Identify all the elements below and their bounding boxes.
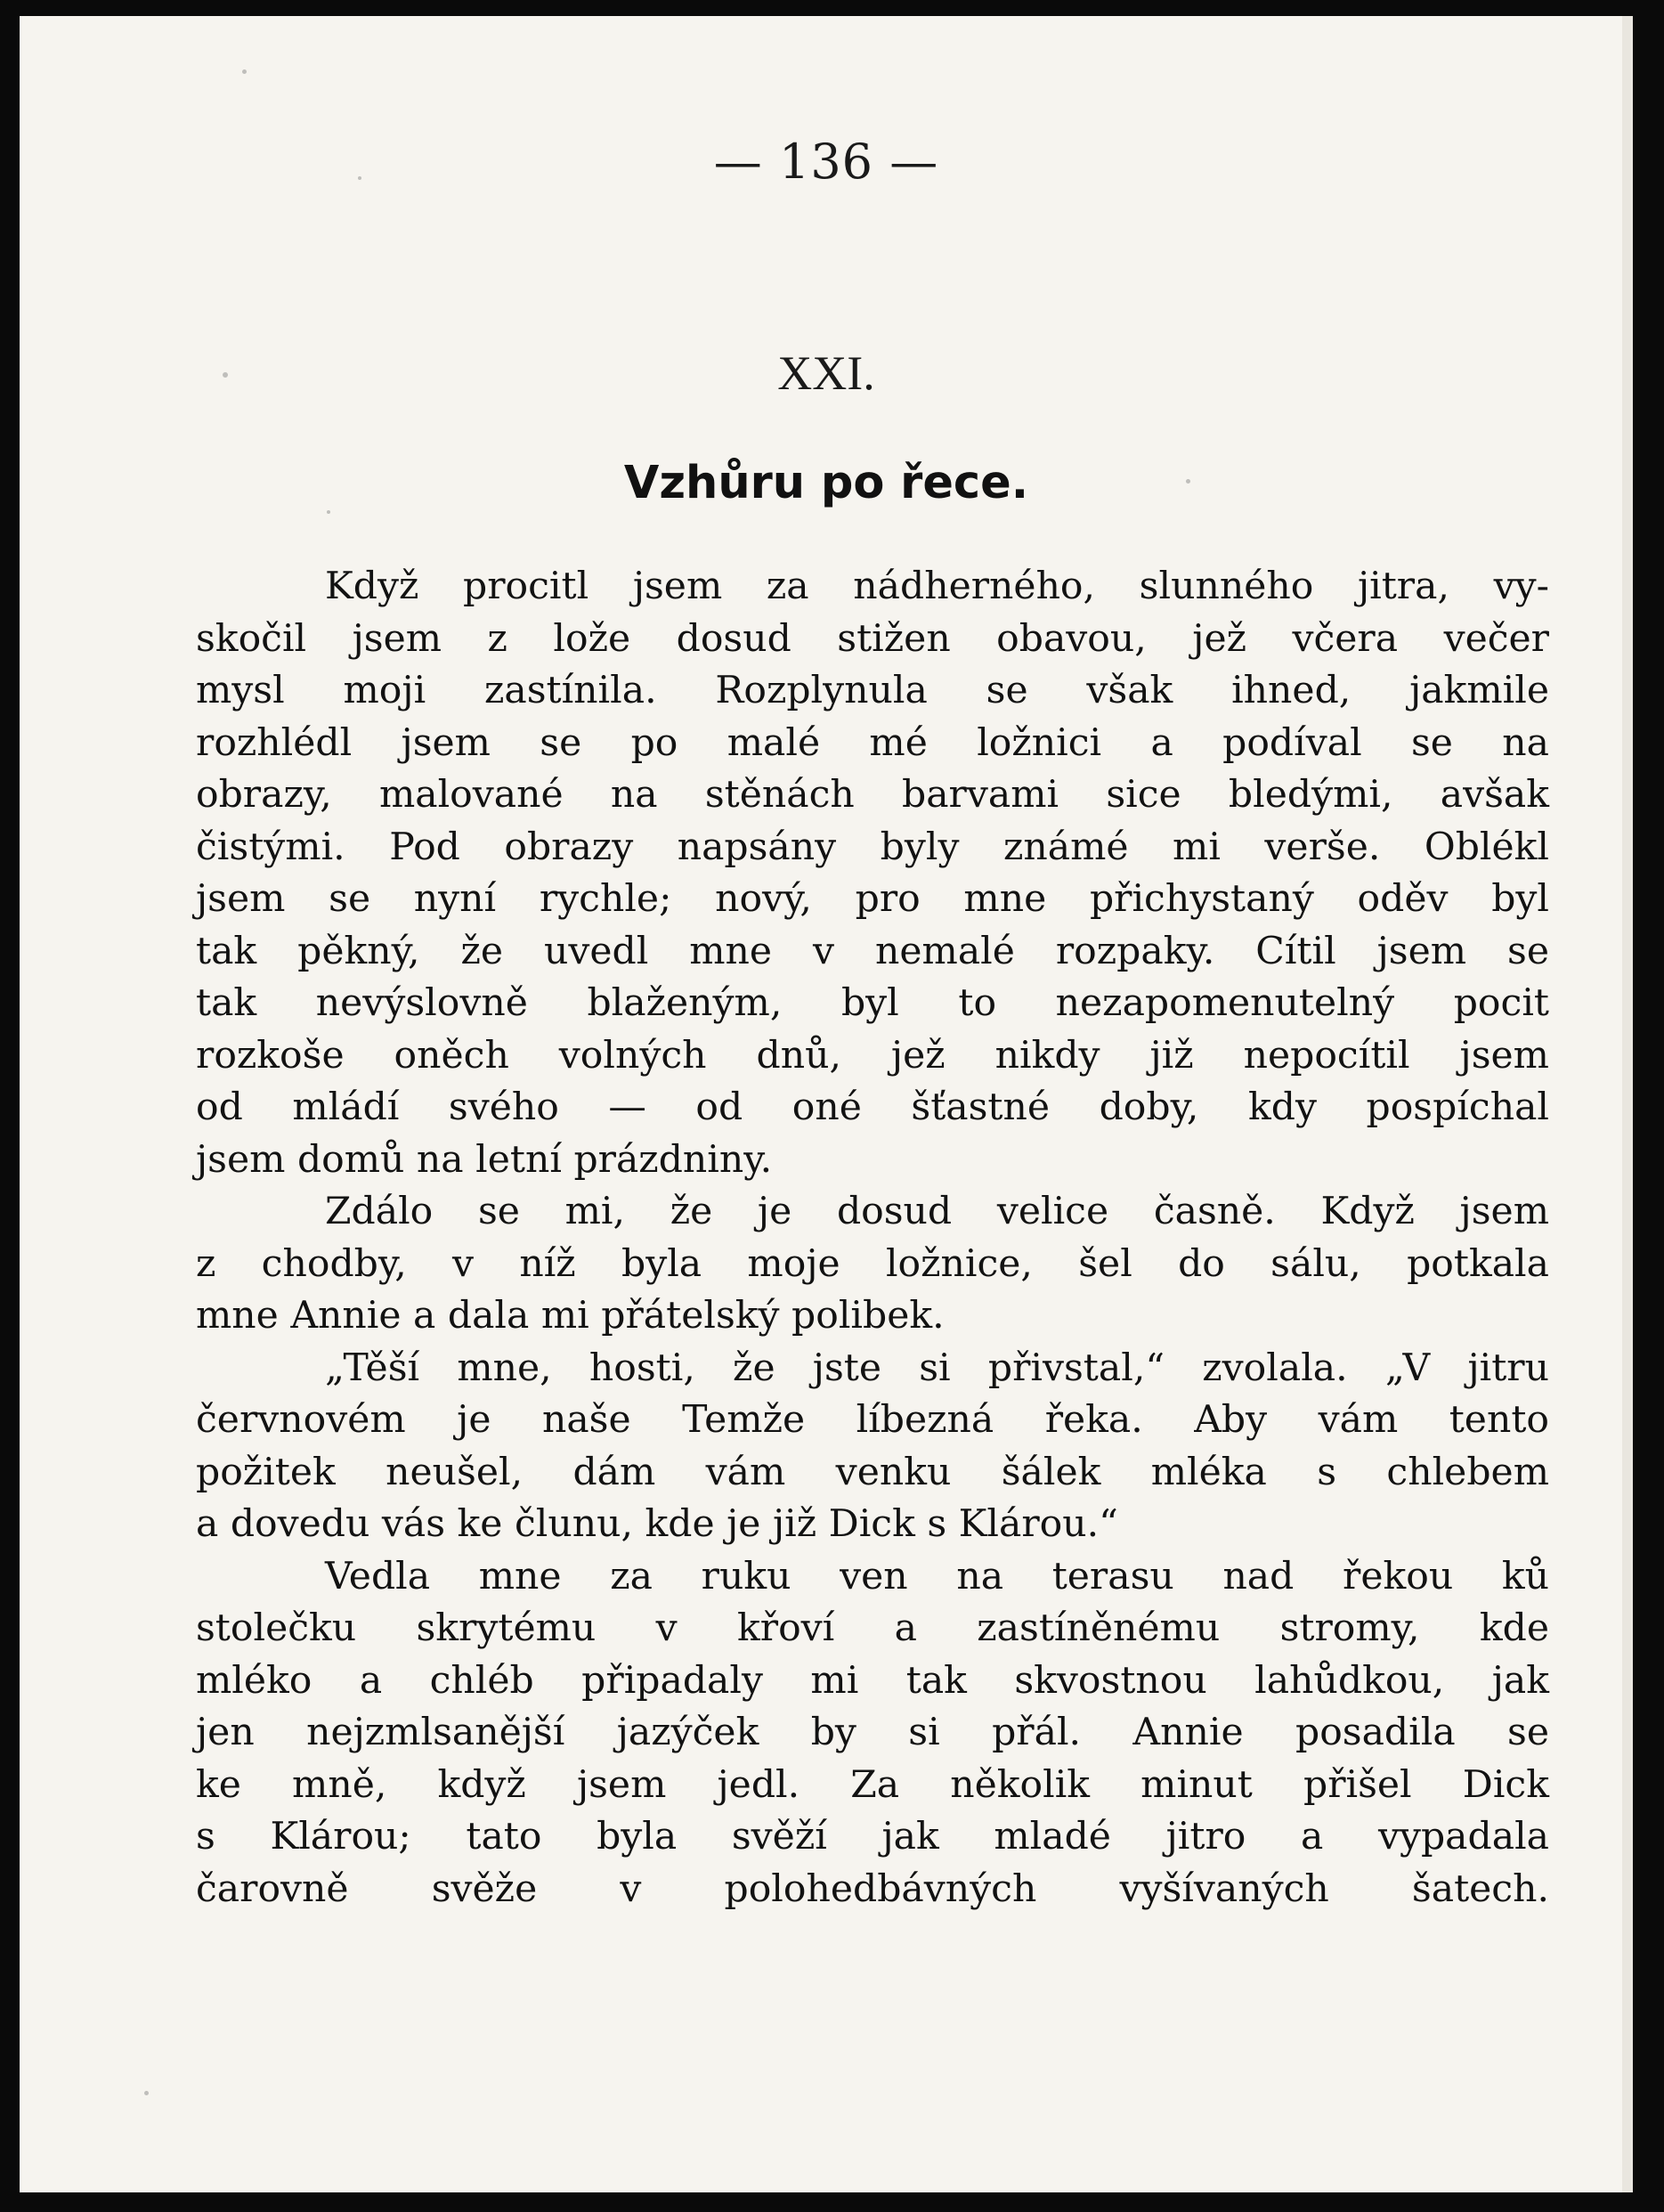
text-line: Když procitl jsem za nádherného, slunného jitra, vy-	[325, 565, 1549, 608]
text-line: skočil jsem z lože dosud stižen obavou, jež včera večer	[196, 616, 1549, 661]
chapter-body	[196, 561, 1549, 1915]
text-line: tak pěkný, že uvedl mne v nemalé rozpaky. Cítil jsem se	[196, 929, 1549, 973]
book-page	[20, 16, 1633, 2192]
print-speck	[144, 2091, 149, 2095]
text-line: obrazy, malované na stěnách barvami sice bledými, avšak	[196, 773, 1549, 817]
text-line: čistými. Pod obrazy napsány byly známé mi verše. Oblékl	[196, 825, 1549, 869]
text-line: s Klárou; tato byla svěží jak mladé jitro a vypadala	[196, 1815, 1549, 1858]
text-line: stolečku skrytému v křoví a zastíněnému stromy, kde	[196, 1606, 1549, 1650]
text-line: jen nejzmlsanější jazýček by si přál. Annie posadila se	[196, 1711, 1549, 1754]
text-line: rozkoše oněch volných dnů, jež nikdy již nepocítil jsem	[196, 1033, 1549, 1078]
text-line: mysl moji zastínila. Rozplynula se však ihned, jakmile	[196, 669, 1549, 712]
text-line: jsem se nyní rychle; nový, pro mne přichystaný oděv byl	[196, 877, 1549, 921]
print-speck	[327, 510, 330, 514]
print-speck	[242, 69, 247, 74]
page-number: — 136 —	[713, 134, 939, 190]
text-line: a dovedu vás ke člunu, kde je již Dick s Klárou.“	[196, 1502, 1118, 1546]
text-line: mléko a chléb připadaly mi tak skvostnou lahůdkou, jak	[196, 1658, 1549, 1703]
text-line: rozhlédl jsem se po malé mé ložnici a podíval se na	[196, 720, 1549, 765]
text-line: čarovně svěže v polohedbávných vyšívaných šatech.	[196, 1866, 1549, 1911]
text-line: ke mně, když jsem jedl. Za několik minut přišel Dick	[196, 1762, 1549, 1807]
text-line: tak nevýslovně blaženým, byl to nezapomenutelný pocit	[196, 981, 1549, 1025]
chapter-title: Vzhůru po řece.	[623, 457, 1029, 509]
text-line: z chodby, v níž byla moje ložnice, šel do sálu, potkala	[196, 1241, 1549, 1286]
text-line: Vedla mne za ruku ven na terasu nad řekou ků	[325, 1554, 1549, 1598]
text-line: od mládí svého — od oné šťastné doby, kdy pospíchal	[196, 1086, 1549, 1129]
text-line: požitek neušel, dám vám venku šálek mléka s chlebem	[196, 1450, 1549, 1494]
text-line: červnovém je naše Temže líbezná řeka. Aby vám tento	[196, 1398, 1549, 1442]
text-line: „Těší mne, hosti, že jste si přivstal,“ zvolala. „V jitru	[325, 1346, 1549, 1390]
text-line: mne Annie a dala mi přátelský polibek.	[196, 1294, 945, 1338]
text-line: jsem domů na letní prázdniny.	[196, 1137, 773, 1182]
page-edge	[1622, 16, 1633, 2192]
chapter-number: XXI.	[777, 346, 875, 400]
text-line: Zdálo se mi, že je dosud velice časně. Když jsem	[325, 1190, 1549, 1233]
